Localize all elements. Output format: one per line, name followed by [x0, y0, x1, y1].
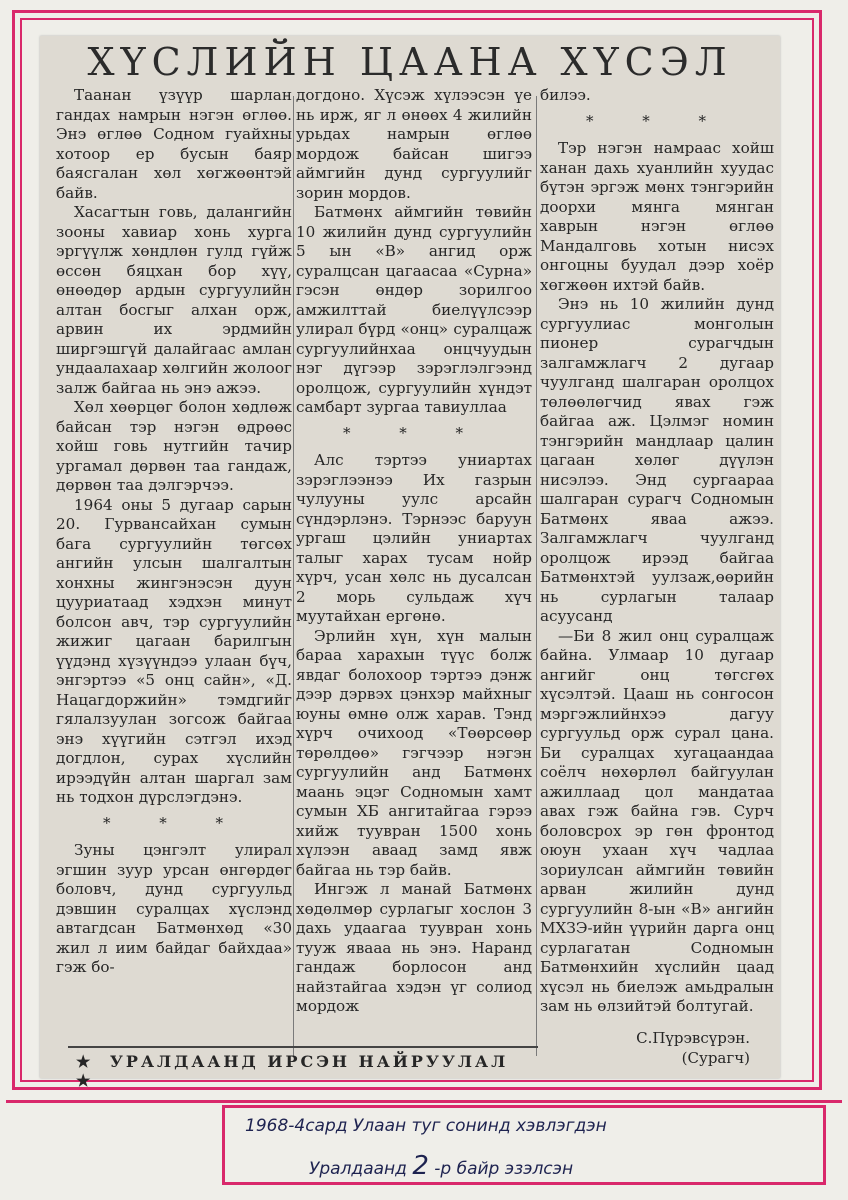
- article-title: ХҮСЛИЙН ЦААНА ХҮСЭЛ: [87, 40, 733, 84]
- article-column-2: [296, 86, 532, 1026]
- paragraph: Алс тэртээ униартах зэрэглээнээ Их газрын чулууны уулс арсайн сүндэрлэнэ. Тэрнээс баруун ургаш цэлийн униартах талыг харах тусам нойр хүрч, усан хөлс нь дусалсан 2 морь сульдаж хүч муутайхан ергөнө.: [296, 451, 532, 625]
- handwritten-line-1: 1968-4сард Улаан туг сонинд хэвлэгдэн: [245, 1116, 607, 1136]
- paragraph: Хөл хөөрцөг болон хөдлөж байсан тэр нэгэн өдрөөс хойш говь нутгийн тачир ургамал дөрвөн таа гандаж, дөрвөн таа дэлгэрчээ.: [56, 398, 292, 494]
- paragraph: догдоно. Хүсэж хүлээсэн үе нь ирж, яг л өнөөх 4 жилийн урьдах намрын өглөө мордож байсан шигээ аймгийн дунд сургуулийг зорин мордов.: [296, 86, 532, 202]
- paragraph: —Би 8 жил онц суралцаж байна. Улмаар 10 дугаар ангийг онц төгсгөх хүсэлтэй. Цааш нь сонгосон мэргэжлийнхээ дагуу сургуульд орж сурал цана. Би суралцах хугацаандаа соёлч нөхөрлөл байгуулан ажиллаад цол мандатаа авах гэж байна гэв. Сурч боловсрох эр гөн фронтод оюун ухаан хүч чадлаа зориулсан аймгийн төвийн арван жилийн дунд сургуулийн 8-ын «В» ангийн МХЗЭ-ийн үүрийн дарга онц сурлагатан Содномын Батмөнхийн хүслийн цаад хүсэл нь биелэж амьдралын зам нь өлзийтэй болтугай.: [540, 626, 774, 1015]
- paragraph: 1964 оны 5 дугаар сарын 20. Гурвансайхан сумын бага сургуулийн төгсөх ангийн улсын шалгалтын хонхны жингэнэсэн дуун цууриатаад хэдхэн минут болсон авч, тэр сургуулийн жижиг цагаан барилгын үүдэнд хүзүүндээ улаан бүч, энгэртээ «5 онц сайн», «Д. Нацагдоржийн» тэмдгийг гялалзуулан зогсож байгаа энэ хүүгийн сэтгэл ихэд догдлон, сурах хүслийн ирээдүйн алтан шаргал зам нь тодхон дүрслэгдэнэ.: [56, 495, 292, 806]
- paragraph: Таанан үзүүр шарлан гандах намрын нэгэн өглөө. Энэ өглөө Содном гуайхны хотоор ер бусын баяр баясгалан хөл хөгжөөнтэй байв.: [56, 86, 292, 202]
- paragraph: Зуны цэнгэлт улирал эгшин зуур урсан өнгөрдөг боловч, дунд сургуульд дэвшин суралцах хүслэнд автагдсан Батмөнхөд «30 жил л иим байдаг байхдаа» гэж бо-: [56, 841, 292, 976]
- paragraph: Энэ нь 10 жилийн дунд сургуулиас монголын пионер сурагчдын залгамжлагч 2 дугаар чуулганд шалгаран оролцох төлөөлөгчид явах гэж байгаа аж. Цэлмэг номин тэнгэрийн мандлаар цалин цагаан хөлөг дүүлэн нисэлээ. Энд сургаараа шалгаран сурагч Содномын Батмөнх яваа ажээ. Залгамжлагч чуулганд оролцож ирээд байгаа Батмөнхтэй уулзаж,өөрийн нь сурлагын талаар асуусанд: [540, 295, 774, 625]
- paragraph: Эрлийн хүн, хүн малын бараа харахын түүс болж явдаг болохоор тэртээ дэнж дээр дэрвэх цэнхэр майхныг юуны өмнө олж харав. Тэнд хүрч очихоод «Төөрсөөр төрөлдөө» гэгчээр нэгэн сургуулийн анд Батмөнх маань эцэг Содномын хамт сумын ХБ ангитайгаа гэрээ хийж туувран 1500 хонь хүлээн аваад замд явж байгаа нь тэр байв.: [296, 626, 532, 879]
- paragraph: Хасагтын говь, далангийн зооны хавиар хонь хурга эргүүлж хөндлөн гулд гүйж өссөн бяцхан бор хүү, өнөөдөр ардын сургуулийн алтан босгыг алхан орж, арвин их эрдмийн ширгэшгүй далайгаас амлан ундаалахаар хөлгийн жолоог залж байгаа нь энэ ажээ.: [56, 203, 292, 397]
- paragraph: Батмөнх аймгийн төвийн 10 жилийн дунд сургуулийн 5 ын «В» ангид орж суралцсан цагаасаа «Сурна» гэсэн өндөр зорилгоо амжилттай биелүүлсээр улирал бүрд «онц» суралцаж сургуулийнхаа онцчуудын нэг дүгээр зэрэглэлгээнд оролцож, сургуулийн хүндэт самбарт зургаа тавиуллаа: [296, 203, 532, 416]
- place-number: 2: [412, 1151, 429, 1181]
- column-rule: [536, 96, 537, 1056]
- newspaper-clipping: [40, 36, 780, 1090]
- handwritten-note-box: [222, 1105, 826, 1185]
- note-suffix: -р байр эзэлсэн: [434, 1159, 574, 1179]
- star-icon: ★: [76, 1071, 94, 1090]
- banner-text: УРАЛДААНД ИРСЭН НАЙРУУЛАЛ: [109, 1052, 509, 1071]
- paragraph: билээ.: [540, 86, 591, 104]
- section-separator: * * *: [585, 111, 729, 130]
- competition-banner: [68, 1046, 538, 1090]
- paragraph: Ингэж л манай Батмөнх хөдөлмөр сурлагыг хослон 3 дахь удаагаа туувран хонь тууж явааа нь энэ. Наранд гандаж борлосон анд найзтайгаа хэдэн үг солиод мордож: [296, 880, 532, 1015]
- frame-divider-line: [6, 1100, 842, 1103]
- section-separator: * * *: [102, 813, 246, 832]
- article-column-1: [56, 86, 292, 1026]
- section-separator: * * *: [342, 423, 486, 442]
- note-prefix: Уралдаанд: [309, 1159, 407, 1179]
- author-name: С.Пүрэвсүрэн.: [636, 1029, 750, 1047]
- star-icon: ★: [76, 1052, 94, 1071]
- author-signature: [636, 1028, 750, 1068]
- article-column-3: [540, 86, 774, 1026]
- column-rule: [293, 96, 294, 1056]
- handwritten-line-2: [309, 1151, 573, 1181]
- paragraph: Тэр нэгэн намраас хойш ханан дахь хуанлийн хуудас бүтэн эргэж мөнх тэнгэрийн доорхи мянга мянган хаврын нэгэн өглөө Мандалговь хотын нисэх онгоцны буудал дээр хоёр хөгжөөн ихтэй байв.: [540, 139, 774, 294]
- author-role: (Сурагч): [681, 1049, 750, 1067]
